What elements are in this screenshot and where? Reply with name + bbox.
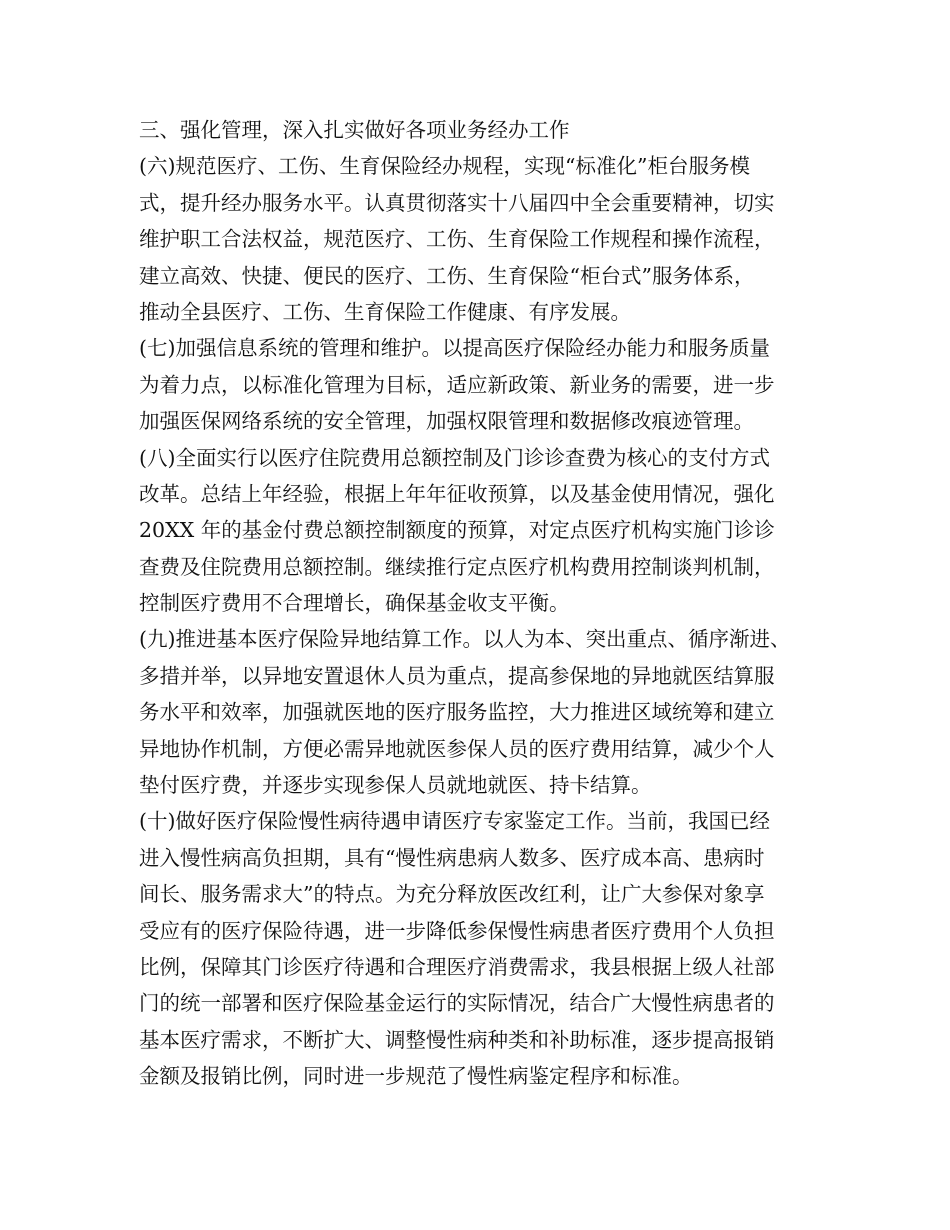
paragraph-10-line: 间长、服务需求大”的特点。为充分释放医改红利，让广大参保对象享: [139, 882, 765, 907]
paragraph-8-line: 查费及住院费用总额控制。继续推行定点医疗机构费用控制谈判机制，: [139, 554, 775, 579]
paragraph-8-line: 改革。总结上年经验，根据上年年征收预算，以及基金使用情况，强化: [139, 481, 775, 506]
paragraph-7-line: 为着力点，以标准化管理为目标，适应新政策、新业务的需要，进一步: [139, 372, 775, 397]
paragraph-10-line: (十)做好医疗保险慢性病待遇申请医疗专家鉴定工作。当前，我国已经: [139, 809, 770, 834]
paragraph-6-line: 建立高效、快捷、便民的医疗、工伤、生育保险“柜台式”服务体系，: [139, 263, 755, 288]
document-body: [139, 112, 829, 1095]
paragraph-8-line: 控制医疗费用不合理增长，确保基金收支平衡。: [139, 591, 570, 616]
paragraph-9-line: 务水平和效率，加强就医地的医疗服务监控，大力推进区域统筹和建立: [139, 700, 775, 725]
paragraph-10-line: 进入慢性病高负担期，具有“慢性病患病人数多、医疗成本高、患病时: [139, 845, 765, 870]
paragraph-6-line: 维护职工合法权益，规范医疗、工伤、生育保险工作规程和操作流程，: [139, 227, 775, 252]
paragraph-6-line: (六)规范医疗、工伤、生育保险经办规程，实现“标准化”柜台服务模: [139, 154, 750, 179]
paragraph-6-line: 推动全县医疗、工伤、生育保险工作健康、有序发展。: [139, 299, 631, 324]
paragraph-10-line: 比例，保障其门诊医疗待遇和合理医疗消费需求，我县根据上级人社部: [139, 954, 775, 979]
paragraph-10-line: 金额及报销比例，同时进一步规范了慢性病鉴定程序和标准。: [139, 1064, 693, 1089]
paragraph-9-line: 垫付医疗费，并逐步实现参保人员就地就医、持卡结算。: [139, 773, 652, 798]
paragraph-8-line: 20XX 年的基金付费总额控制额度的预算，对定点医疗机构实施门诊诊: [139, 518, 775, 543]
paragraph-6-line: 式，提升经办服务水平。认真贯彻落实十八届四中全会重要精神，切实: [139, 190, 775, 215]
paragraph-9-line: 多措并举，以异地安置退休人员为重点，提高参保地的异地就医结算服: [139, 663, 775, 688]
paragraph-10-line: 门的统一部署和医疗保险基金运行的实际情况，结合广大慢性病患者的: [139, 991, 775, 1016]
paragraph-10-line: 基本医疗需求，不断扩大、调整慢性病种类和补助标准，逐步提高报销: [139, 1027, 775, 1052]
paragraph-7-line: 加强医保网络系统的安全管理，加强权限管理和数据修改痕迹管理。: [139, 409, 754, 434]
paragraph-7-line: (七)加强信息系统的管理和维护。以提高医疗保险经办能力和服务质量: [139, 336, 770, 361]
paragraph-9-line: 异地协作机制，方便必需异地就医参保人员的医疗费用结算，减少个人: [139, 736, 775, 761]
paragraph-8-line: (八)全面实行以医疗住院费用总额控制及门诊诊查费为核心的支付方式: [139, 445, 770, 470]
section-heading: 三、强化管理，深入扎实做好各项业务经办工作: [139, 118, 570, 142]
paragraph-10-line: 受应有的医疗保险待遇，进一步降低参保慢性病患者医疗费用个人负担: [139, 918, 775, 943]
paragraph-9-line: (九)推进基本医疗保险异地结算工作。以人为本、突出重点、循序渐进、: [139, 627, 791, 652]
